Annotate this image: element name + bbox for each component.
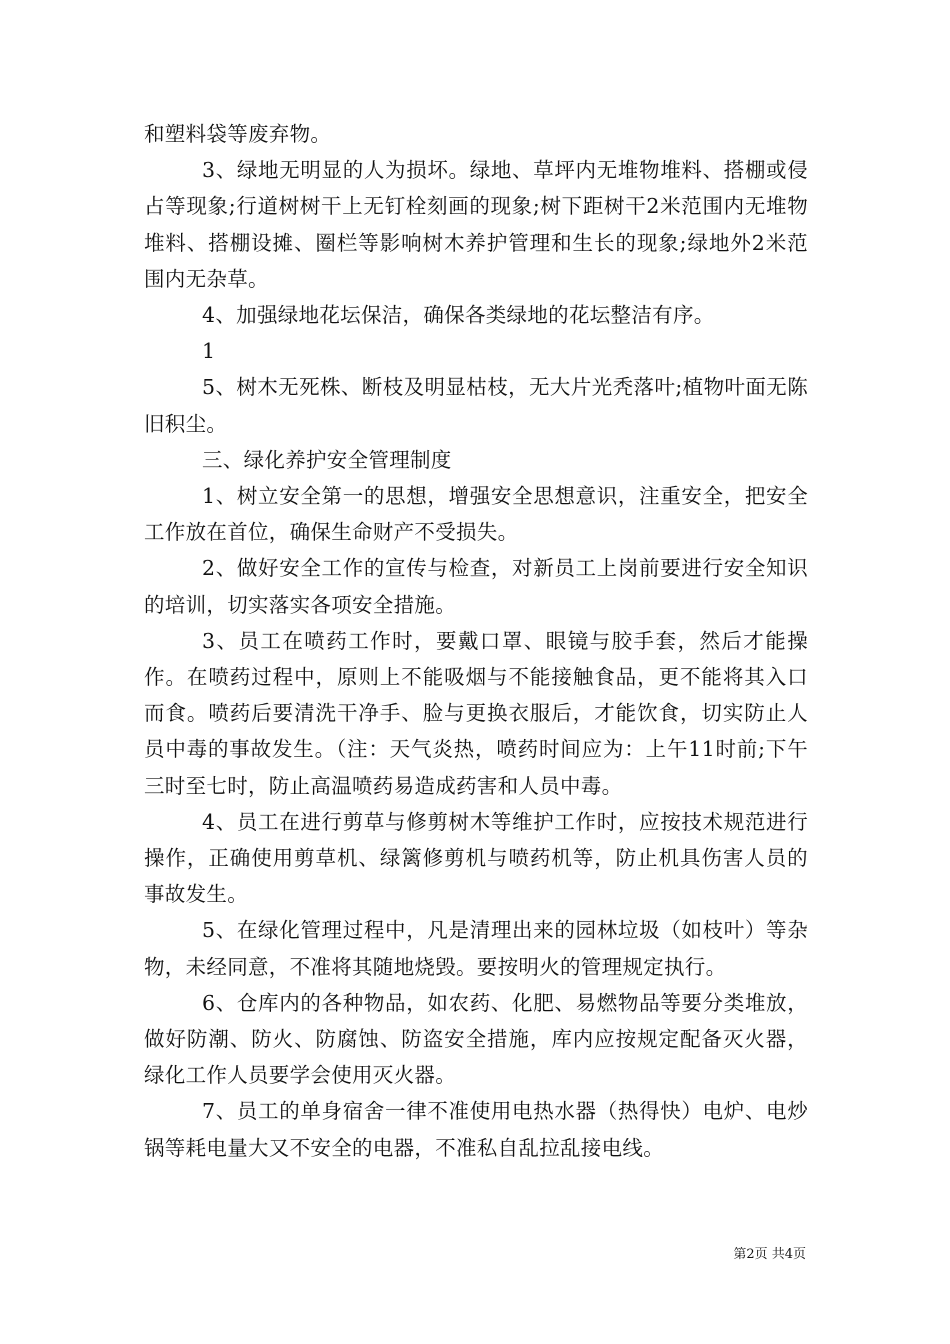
paragraph-2: 4、加强绿地花坛保洁，确保各类绿地的花坛整洁有序。 xyxy=(202,303,715,328)
paragraph-1: 3、绿地无明显的人为损坏。绿地、草坪内无堆物堆料、搭棚或侵占等现象;行道树树干上无钉栓刻画的现象;树下距树干2米范围内无堆物堆料、搭棚设摊、圈栏等影响树木养护管理和生长的现象;绿地外2米范围内无杂草。 xyxy=(144,158,808,291)
page-footer: 第2页 共4页 xyxy=(733,1247,806,1262)
paragraph-11: 6、仓库内的各种物品，如农药、化肥、易燃物品等要分类堆放，做好防潮、防火、防腐蚀、防盗安全措施，库内应按规定配备灭火器，绿化工作人员要学会使用灭火器。 xyxy=(144,990,808,1088)
paragraph-7: 2、做好安全工作的宣传与检查，对新员工上岗前要进行安全知识的培训，切实落实各项安全措施。 xyxy=(144,556,808,617)
paragraph-10: 5、在绿化管理过程中，凡是清理出来的园林垃圾（如枝叶）等杂物，未经同意，不准将其随地烧毁。要按明火的管理规定执行。 xyxy=(144,918,808,979)
paragraph-6: 1、树立安全第一的思想，增强安全思想意识，注重安全，把安全工作放在首位，确保生命财产不受损失。 xyxy=(144,484,808,545)
section-heading: 三、绿化养护安全管理制度 xyxy=(202,447,452,472)
paragraph-12: 7、员工的单身宿舍一律不准使用电热水器（热得快）电炉、电炒锅等耗电量大又不安全的电器，不准私自乱拉乱接电线。 xyxy=(144,1099,808,1160)
document-body xyxy=(144,116,808,1166)
paragraph-4: 5、树木无死株、断枝及明显枯枝，无大片光秃落叶;植物叶面无陈旧积尘。 xyxy=(144,375,808,436)
paragraph-8: 3、员工在喷药工作时，要戴口罩、眼镜与胶手套，然后才能操作。在喷药过程中，原则上不能吸烟与不能接触食品，更不能将其入口而食。喷药后要清洗干净手、脸与更换衣服后，才能饮食，切实防止人员中毒的事故发生。（注：天气炎热，喷药时间应为：上午11时前;下午三时至七时，防止高温喷药易造成药害和人员中毒。 xyxy=(144,628,808,798)
page-number-marker: 1 xyxy=(202,339,216,364)
paragraph-9: 4、员工在进行剪草与修剪树木等维护工作时，应按技术规范进行操作，正确使用剪草机、绿篱修剪机与喷药机等，防止机具伤害人员的事故发生。 xyxy=(144,809,808,907)
paragraph-0: 和塑料袋等废弃物。 xyxy=(144,122,332,146)
